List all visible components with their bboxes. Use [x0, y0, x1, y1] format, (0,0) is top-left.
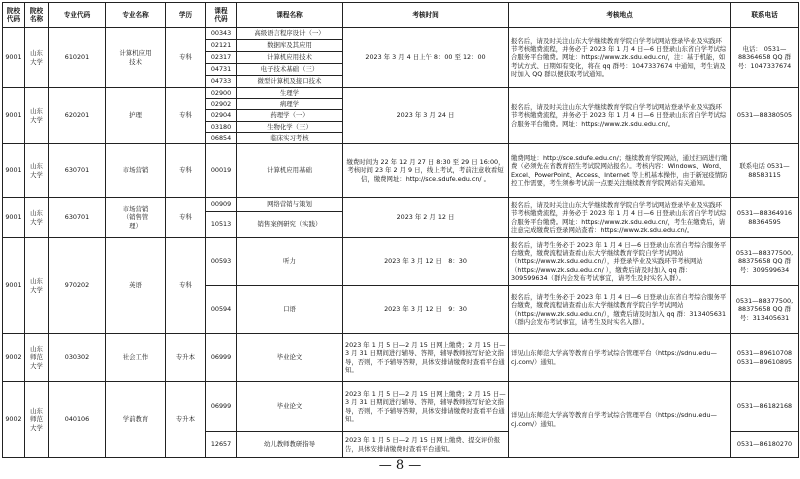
- major-name: 学前教育: [106, 382, 166, 458]
- contact-phone: 0531—88377500, 88375658 QQ 群号：309599634: [731, 238, 799, 286]
- major-name: 市场营销: [106, 144, 166, 198]
- course-code: 00343: [206, 28, 237, 40]
- course-code: 04733: [206, 76, 237, 88]
- table-row: [3, 198, 799, 212]
- page-number: — 8 —: [378, 458, 422, 473]
- exam-time: 2023 年 3 月 12 日 8：30: [343, 238, 509, 286]
- course-name: 毕业论文: [237, 382, 343, 432]
- school-name: 山东 师范 大学: [25, 382, 49, 458]
- level: 专科: [166, 144, 206, 198]
- exam-place: 报名后，请及时关注山东大学继续教育学院自学考试网站登录毕业及实践环节考核缴费流程，并务必于 2023 年 1 月 4 日—6 日登录山东省自学考试综合服务平台缴费。网址：https://www.zk.sdu.edu.cn/，考生在缴费后，请注意完成缴费后登录网站查看：https://www.zk.sdu.edu.cn/。: [509, 198, 731, 238]
- header-phone: 联系电话: [731, 3, 799, 28]
- major-code: 030302: [49, 334, 106, 382]
- course-code: 02121: [206, 40, 237, 52]
- course-name: 听力: [237, 238, 343, 286]
- course-code: 02900: [206, 88, 237, 99]
- header-major-name: 专业名称: [106, 3, 166, 28]
- table-row: [3, 28, 799, 40]
- school-name: 山东 大学: [25, 238, 49, 334]
- course-code: 02317: [206, 52, 237, 64]
- exam-place: 缴费网址：http://sce.sdufe.edu.cn/；继续教育学院网站，通过扫码进行缴费（必须先在省教育招生考试院网站报名）。考核内容：Windows、Word、Excel、PowerPoint、Access、Internet 等上机基本操作，由于新冠疫情防控工作需要，考生须参考试前一点要关注继续教育学院网站有关通知。: [509, 144, 731, 198]
- course-code: 00909: [206, 198, 237, 212]
- course-code: 02902: [206, 99, 237, 110]
- course-name: 销售案例研究（实践）: [237, 212, 343, 238]
- course-name: 计算机应用技术: [237, 52, 343, 64]
- header-place: 考核地点: [509, 3, 731, 28]
- contact-phone: 0531—89610708 0531—89610895: [731, 334, 799, 382]
- level: 专科: [166, 238, 206, 334]
- course-name: 病理学: [237, 99, 343, 110]
- table-row: [3, 334, 799, 382]
- header-course-name: 课程名称: [237, 3, 343, 28]
- contact-phone: 0531—88364916 88364595: [731, 198, 799, 238]
- course-name: 电子技术基础（三）: [237, 64, 343, 76]
- course-code: 06999: [206, 334, 237, 382]
- major-name: 英语: [106, 238, 166, 334]
- table-row: [3, 238, 799, 286]
- exam-time: 2023 年 3 月 12 日 9：30: [343, 286, 509, 334]
- school-code: 9001: [3, 198, 25, 238]
- level: 专升本: [166, 382, 206, 458]
- exam-place: 详见山东师范大学高等教育自学考试综合管理平台（https://sdnu.edu—cj.com/）通知。: [509, 334, 731, 382]
- major-name: 计算机应用 技术: [106, 28, 166, 88]
- major-name: 社会工作: [106, 334, 166, 382]
- exam-place: 报名后，请及时关注山东大学继续教育学院自学考试网站登录毕业及实践环节考核缴费流程，并务必于 2023 年 1 月 4 日—6 日登录山东省自学考试综合服务平台缴费。网址：https://www.zk.sdu.edu.cn/，注：基于机能，如考试方式、日期如有变化，将在 qq 群号：1047337674 中通知，考生请及时加入 QQ 群以便获取考试通知。: [509, 28, 731, 88]
- exam-time: 缴费时间为 22 年 12 月 27 日 8:30 至 29 日 16:00，考核时间 23 年 2 月 9 日，线上考试，考前注意收看短信，缴费网址：http://sce.sdufe.edu.cn/ 。: [343, 144, 509, 198]
- exam-time: 2023 年 2 月 12 日: [343, 198, 509, 238]
- course-code: 03180: [206, 121, 237, 132]
- contact-phone: 0531—88380505: [731, 88, 799, 144]
- school-name: 山东 师范 大学: [25, 334, 49, 382]
- major-code: 970202: [49, 238, 106, 334]
- school-name: 山东 大学: [25, 88, 49, 144]
- course-code: 10513: [206, 212, 237, 238]
- table-row: [3, 88, 799, 99]
- course-name: 药理学（一）: [237, 110, 343, 121]
- school-code: 9001: [3, 238, 25, 334]
- header-level: 学历: [166, 3, 206, 28]
- table-row: [3, 382, 799, 432]
- course-name: 毕业论文: [237, 334, 343, 382]
- level: 专科: [166, 88, 206, 144]
- contact-phone: 0531—88377500, 88375658 QQ 群号：313405631: [731, 286, 799, 334]
- course-code: 06854: [206, 132, 237, 143]
- header-time: 考核时间: [343, 3, 509, 28]
- exam-place: 详见山东师范大学高等教育自学考试综合管理平台（https://sdnu.edu—cj.com/）通知。: [509, 382, 731, 458]
- header-school-name: 院校 名称: [25, 3, 49, 28]
- course-code: 00019: [206, 144, 237, 198]
- header-school-code: 院校 代码: [3, 3, 25, 28]
- header-row: [3, 3, 799, 28]
- contact-phone: 0531—86180270: [731, 432, 799, 458]
- school-code: 9002: [3, 334, 25, 382]
- major-code: 630701: [49, 198, 106, 238]
- course-name: 计算机应用基础: [237, 144, 343, 198]
- contact-phone: 电话： 0531—88364658 QQ 群号：1047337674: [731, 28, 799, 88]
- exam-time: 2023 年 1 月 5 日—2 月 15 日网上缴费；2 月 15 日—3 月 31 日期间进行辅导、答辩，辅导教师按写好论文指导，否则，不予辅导答辩，具体安排请缴费时查看平台通知。: [343, 382, 509, 432]
- course-code: 04731: [206, 64, 237, 76]
- major-code: 620201: [49, 88, 106, 144]
- course-name: 幼儿教师教研指导: [237, 432, 343, 458]
- school-code: 9001: [3, 88, 25, 144]
- course-name: 网络营销与策划: [237, 198, 343, 212]
- exam-time: 2023 年 3 月 24 日: [343, 88, 509, 144]
- major-code: 630701: [49, 144, 106, 198]
- level: 专科: [166, 198, 206, 238]
- exam-time: 2023 年 3 月 4 日上午 8：00 至 12：00: [343, 28, 509, 88]
- course-name: 生理学: [237, 88, 343, 99]
- course-name: 临床实习考核: [237, 132, 343, 143]
- course-code: 00593: [206, 238, 237, 286]
- course-name: 数据库及其应用: [237, 40, 343, 52]
- school-code: 9001: [3, 28, 25, 88]
- exam-time: 2023 年 1 月 5 日—2 月 15 日网上缴费；2 月 15 日—3 月 31 日期间进行辅导、答辩，辅导教师按写好论文指导，否则，不予辅导答辩，具体安排请缴费时查看平台通知。: [343, 334, 509, 382]
- school-name: 山东 大学: [25, 28, 49, 88]
- major-code: 040106: [49, 382, 106, 458]
- header-major-code: 专业代码: [49, 3, 106, 28]
- school-code: 9002: [3, 382, 25, 458]
- school-code: 9001: [3, 144, 25, 198]
- exam-place: 报名后，请及时关注山东大学继续教育学院自学考试网站登录毕业及实践环节考核缴费流程，并务必于 2023 年 1 月 4 日—6 日登录山东省自学考试综合服务平台缴费。网址：https://www.zk.sdu.edu.cn/。: [509, 88, 731, 144]
- school-name: 山东 大学: [25, 198, 49, 238]
- level: 专科: [166, 28, 206, 88]
- major-name: 市场营销 （销售管 理）: [106, 198, 166, 238]
- course-name: 微型计算机及接口技术: [237, 76, 343, 88]
- exam-place: 报名后，请考生务必于 2023 年 1 月 4 日—6 日登录山东省自考综合服务平台缴费，缴费流程请查看山东大学继续教育学院自学考试网站（https://www.zk.sdu.edu.cn/），并登录毕业及实践环节考核网站（https://www.zk.sdu.edu.cn/ ），缴费后请及时加入 qq 群：309599634（群内会发布考试事宜，请考生及时实名入群）。: [509, 238, 731, 286]
- contact-phone: 0531—86182168: [731, 382, 799, 432]
- level: 专升本: [166, 334, 206, 382]
- course-name: 生物化学（三）: [237, 121, 343, 132]
- table-row: [3, 144, 799, 198]
- course-name: 高级语言程序设计（一）: [237, 28, 343, 40]
- course-code: 06999: [206, 382, 237, 432]
- exam-place: 报名后，请考生务必于 2023 年 1 月 4 日—6 日登录山东省自考综合服务平台缴费，缴费流程请查看山东大学继续教育学院自学考试网站（https://www.zk.sdu.edu.cn/），缴费后请及时加入 qq 群：313405631（群内会发布考试事宜，请考生及时实名入群）。: [509, 286, 731, 334]
- header-course-code: 课程 代码: [206, 3, 237, 28]
- contact-phone: 联系电话 0531—88583115: [731, 144, 799, 198]
- exam-time: 2023 年 1 月 5 日—2 月 15 日网上缴费、提交评价报告，具体安排请缴费时查看平台通知。: [343, 432, 509, 458]
- major-code: 610201: [49, 28, 106, 88]
- course-code: 00594: [206, 286, 237, 334]
- course-code: 12657: [206, 432, 237, 458]
- major-name: 护理: [106, 88, 166, 144]
- course-code: 02904: [206, 110, 237, 121]
- course-name: 口语: [237, 286, 343, 334]
- exam-schedule-table: [2, 2, 799, 458]
- school-name: 山东 大学: [25, 144, 49, 198]
